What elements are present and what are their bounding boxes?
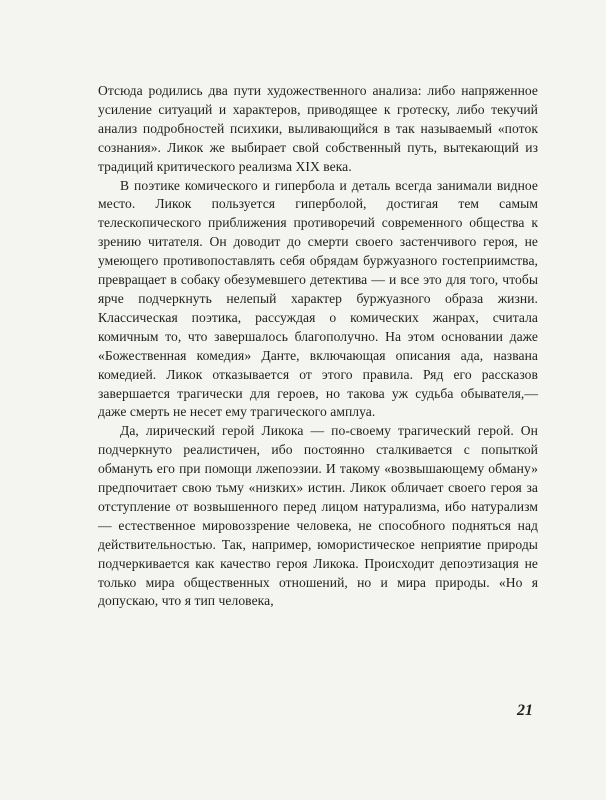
paragraph-2: В поэтике комического и гипербола и деталь всегда занимали видное место. Ликок пользуется гиперболой, достигая тем самым телескопического приближения противоречий современного общества к зрению читателя. Он доводит до смерти своего застенчивого героя, не умеющего противопоставлять себя обрядам буржуазного гостеприимства, превращает в собаку обезумевшего детектива — и все это для того, чтобы ярче подчеркнуть нелепый характер буржуазного образа жизни. Классическая поэтика, рассуждая о комических жанрах, считала комичным то, что завершалось благополучно. На этом основании даже «Божественная комедия» Данте, включающая описания ада, названа комедией. Ликок отказывается от этого правила. Ряд его рассказов завершается трагически для героев, но такова уж судьба обывателя,— даже смерть не несет ему трагического амплуа.: [98, 177, 538, 420]
body-text: [98, 82, 538, 611]
page-number: 21: [517, 702, 533, 719]
paragraph-1: Отсюда родились два пути художественного анализа: либо напряженное усиление ситуаций и характеров, приводящее к гротеску, либо текучий анализ подробностей психики, выливающийся в так называемый «поток сознания». Ликок же выбирает свой собственный путь, вытекающий из традиций критического реализма XIX века.: [98, 83, 538, 174]
paragraph-3: Да, лирический герой Ликока — по-своему трагический герой. Он подчеркнуто реалистичен, ибо постоянно сталкивается с попыткой обмануть его при помощи лжепоэзии. И такому «возвышающему обману» предпочитает свою тьму «низких» истин. Ликок обличает своего героя за отступление от возвышенного перед лицом натурализма, ибо натурализм — естественное мировоззрение человека, не способного подняться над действительностью. Так, например, юмористическое неприятие природы подчеркивается как качество героя Ликока. Происходит депоэтизация не только мира общественных отношений, но и мира природы. «Но я допускаю, что я тип человека,: [98, 423, 538, 609]
